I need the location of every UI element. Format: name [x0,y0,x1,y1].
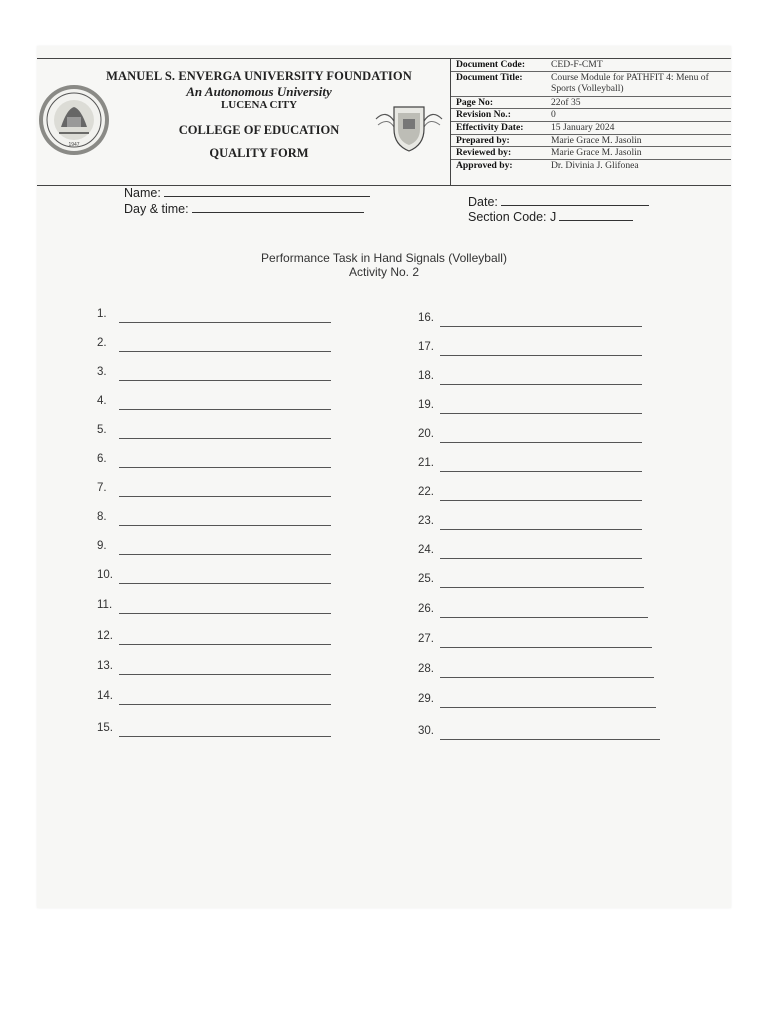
institution-city: LUCENA CITY [220,99,298,111]
doc-row-reviewed: Reviewed by: Marie Grace M. Jasolin [451,147,731,160]
answer-line[interactable] [440,586,644,588]
college-name: COLLEGE OF EDUCATION [178,123,340,137]
answer-item[interactable] [418,370,434,382]
doc-row-effectivity: Effectivity Date: 15 January 2024 [451,122,731,135]
answer-item[interactable] [97,308,107,320]
form-type: QUALITY FORM [209,146,309,160]
item-number: 14. [97,690,113,702]
item-number: 21. [418,457,434,469]
answer-item[interactable] [97,599,112,611]
answer-item[interactable] [418,457,434,469]
task-subtitle: Activity No. 2 [348,265,420,279]
answer-item[interactable] [97,511,107,523]
item-number: 30. [418,725,434,737]
doc-row-approved: Approved by: Dr. Divinia J. Glifonea [456,160,639,172]
item-number: 23. [418,515,434,527]
answer-line[interactable] [119,612,331,614]
answer-item[interactable] [97,569,113,581]
answer-item[interactable] [97,660,113,672]
item-number: 27. [418,633,434,645]
answer-line[interactable] [119,673,331,675]
institution-name: MANUEL S. ENVERGA UNIVERSITY FOUNDATION [106,69,412,83]
name-field[interactable]: Name: [124,186,370,200]
answer-line[interactable] [440,557,642,559]
answer-line[interactable] [440,412,642,414]
answer-line[interactable] [119,437,331,439]
item-number: 29. [418,693,434,705]
item-number: 17. [418,341,434,353]
document-page [37,46,731,908]
answer-line[interactable] [119,466,331,468]
item-number: 22. [418,486,434,498]
answer-line[interactable] [440,441,642,443]
answer-item[interactable] [97,722,113,734]
answer-item[interactable] [97,690,113,702]
task-heading [37,251,731,279]
item-number: 5. [97,424,107,436]
answer-line[interactable] [119,582,331,584]
item-number: 3. [97,366,107,378]
answer-item[interactable] [418,573,434,585]
item-number: 12. [97,630,113,642]
item-number: 10. [97,569,113,581]
answer-item[interactable] [97,540,107,552]
date-field[interactable]: Date: [468,195,649,209]
item-number: 25. [418,573,434,585]
college-seal-icon [372,99,446,153]
day-time-blank[interactable] [192,211,364,213]
institution-block [99,69,419,161]
answer-item[interactable] [418,725,434,737]
answer-item[interactable] [418,399,434,411]
answer-line[interactable] [440,676,654,678]
answer-line[interactable] [440,738,660,740]
item-number: 2. [97,337,107,349]
item-number: 11. [97,599,113,611]
answer-item[interactable] [97,424,107,436]
item-number: 15. [97,722,113,734]
answer-line[interactable] [119,553,331,555]
answer-item[interactable] [418,312,434,324]
item-number: 19. [418,399,434,411]
document-info-table [450,59,731,185]
item-number: 13. [97,660,113,672]
item-number: 8. [97,511,107,523]
item-number: 18. [418,370,434,382]
answer-item[interactable] [418,341,434,353]
answer-line[interactable] [440,528,642,530]
answer-line[interactable] [119,321,331,323]
answer-line[interactable] [440,354,642,356]
answer-item[interactable] [97,482,107,494]
answer-item[interactable] [418,428,434,440]
answer-item[interactable] [418,663,434,675]
answer-item[interactable] [418,486,434,498]
answer-line[interactable] [119,703,331,705]
answer-line[interactable] [119,408,331,410]
institution-tagline: An Autonomous University [186,84,332,99]
item-number: 28. [418,663,434,675]
answer-line[interactable] [119,350,331,352]
answer-item[interactable] [97,337,107,349]
quality-form-header [37,58,731,186]
item-number: 24. [418,544,434,556]
task-title: Performance Task in Hand Signals (Volleyball) [261,251,507,265]
date-blank[interactable] [501,204,649,206]
answer-line[interactable] [440,325,642,327]
doc-row-page: Page No: 22of 35 [451,97,731,110]
item-number: 7. [97,482,107,494]
answer-item[interactable] [97,366,107,378]
item-number: 6. [97,453,107,465]
item-number: 16. [418,312,434,324]
day-time-field[interactable]: Day & time: [124,202,364,216]
answer-line[interactable] [440,470,642,472]
name-blank[interactable] [164,195,370,197]
answer-item[interactable] [418,544,434,556]
answer-line[interactable] [440,499,642,501]
answer-item[interactable] [97,630,113,642]
answer-line[interactable] [440,646,652,648]
answer-item[interactable] [418,633,434,645]
answer-item[interactable] [97,453,107,465]
answer-line[interactable] [119,524,331,526]
answer-line[interactable] [119,379,331,381]
answer-line[interactable] [119,643,331,645]
item-number: 9. [97,540,107,552]
doc-row-revision: Revision No.: 0 [451,109,731,122]
answer-item[interactable] [97,395,107,407]
doc-row-prepared: Prepared by: Marie Grace M. Jasolin [451,135,731,148]
item-number: 4. [97,395,107,407]
answer-item[interactable] [418,603,434,615]
item-number: 20. [418,428,434,440]
doc-row-code: Document Code: CED-F-CMT [451,59,731,72]
item-number: 26. [418,603,434,615]
item-number: 1. [97,308,107,320]
answer-line[interactable] [119,735,331,737]
answer-line[interactable] [440,706,656,708]
answer-line[interactable] [440,383,642,385]
doc-row-title: Document Title: Course Module for PATHFIT 4: Menu of Sports (Volleyball) [451,72,731,97]
answer-item[interactable] [418,515,434,527]
answer-line[interactable] [440,616,648,618]
answer-item[interactable] [418,693,434,705]
seal-year: 1947 [68,142,80,148]
section-code-blank[interactable] [559,219,633,221]
answer-line[interactable] [119,495,331,497]
section-code-field[interactable]: Section Code: J [468,210,633,224]
